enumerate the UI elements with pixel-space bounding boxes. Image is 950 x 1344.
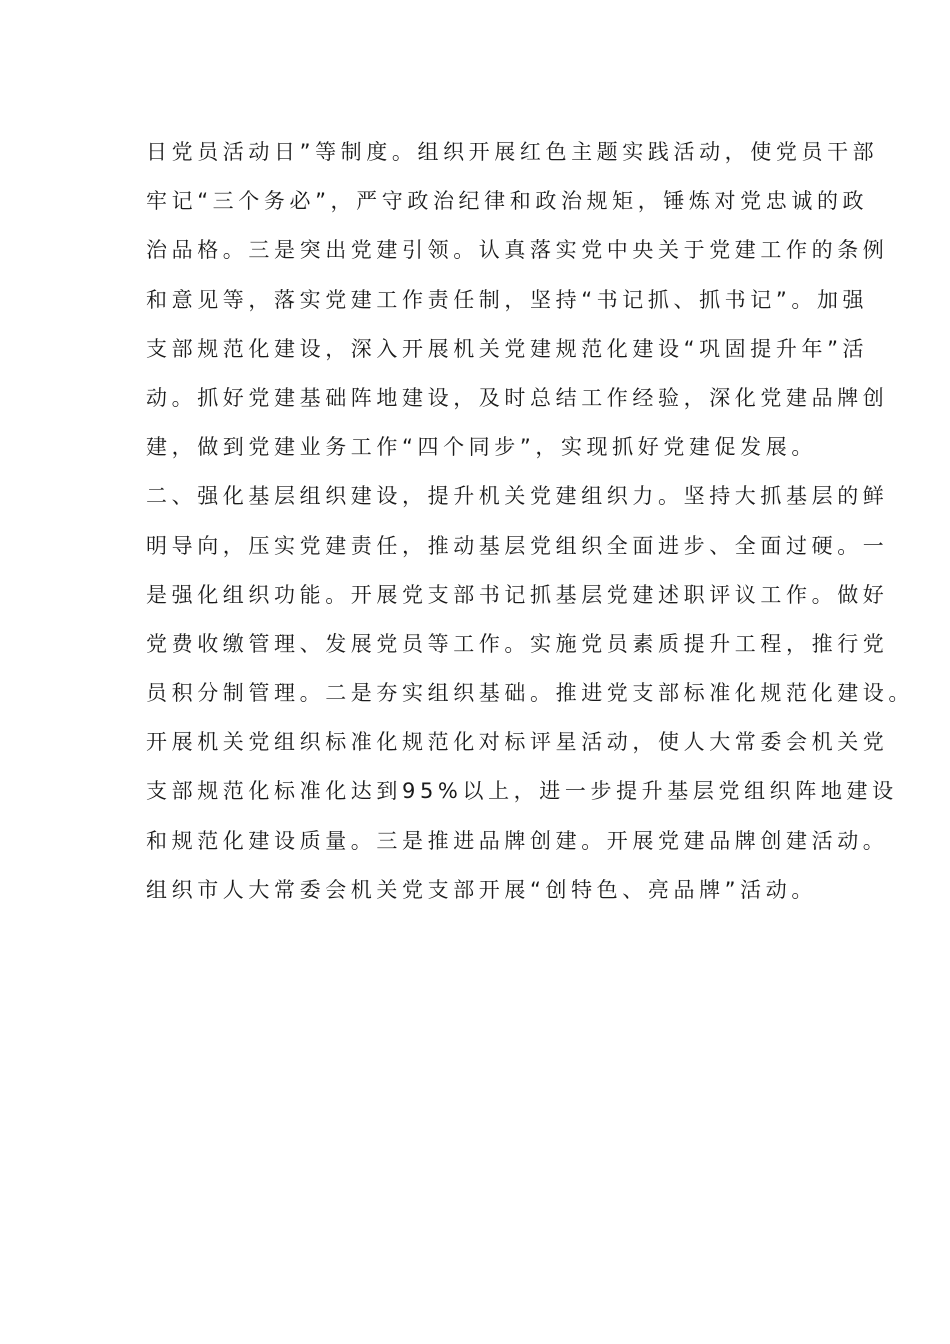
text-line: 和规范化建设质量。三是推进品牌创建。开展党建品牌创建活动。 [146, 828, 889, 853]
text-line: 支部规范化标准化达到95%以上，进一步提升基层党组织阵地建设 [146, 779, 898, 804]
text-line: 和意见等，落实党建工作责任制，坚持“书记抓、抓书记”。加强 [146, 287, 869, 312]
text-line: 日党员活动日”等制度。组织开展红色主题实践活动，使党员干部 [146, 140, 879, 164]
text-line: 牢记“三个务必”，严守政治纪律和政治规矩，锤炼对党忠诚的政 [146, 189, 869, 214]
text-line: 动。抓好党建基础阵地建设，及时总结工作经验，深化党建品牌创 [146, 385, 889, 410]
text-line: 员积分制管理。二是夯实组织基础。推进党支部标准化规范化建设。 [146, 681, 914, 706]
body-text [146, 128, 914, 915]
text-line: 明导向，压实党建责任，推动基层党组织全面进步、全面过硬。一 [146, 533, 889, 558]
text-line: 是强化组织功能。开展党支部书记抓基层党建述职评议工作。做好 [146, 582, 889, 607]
text-line: 建，做到党建业务工作“四个同步”，实现抓好党建促发展。 [146, 435, 817, 460]
text-line: 治品格。三是突出党建引领。认真落实党中央关于党建工作的条例 [146, 238, 889, 263]
section-heading-line: 二、强化基层组织建设，提升机关党建组织力。坚持大抓基层的鲜 [146, 484, 889, 509]
text-line: 开展机关党组织标准化规范化对标评星活动，使人大常委会机关党 [146, 730, 889, 755]
text-line: 支部规范化建设，深入开展机关党建规范化建设“巩固提升年”活 [146, 336, 869, 361]
text-line: 党费收缴管理、发展党员等工作。实施党员素质提升工程，推行党 [146, 631, 889, 656]
text-line: 组织市人大常委会机关党支部开展“创特色、亮品牌”活动。 [146, 877, 817, 902]
